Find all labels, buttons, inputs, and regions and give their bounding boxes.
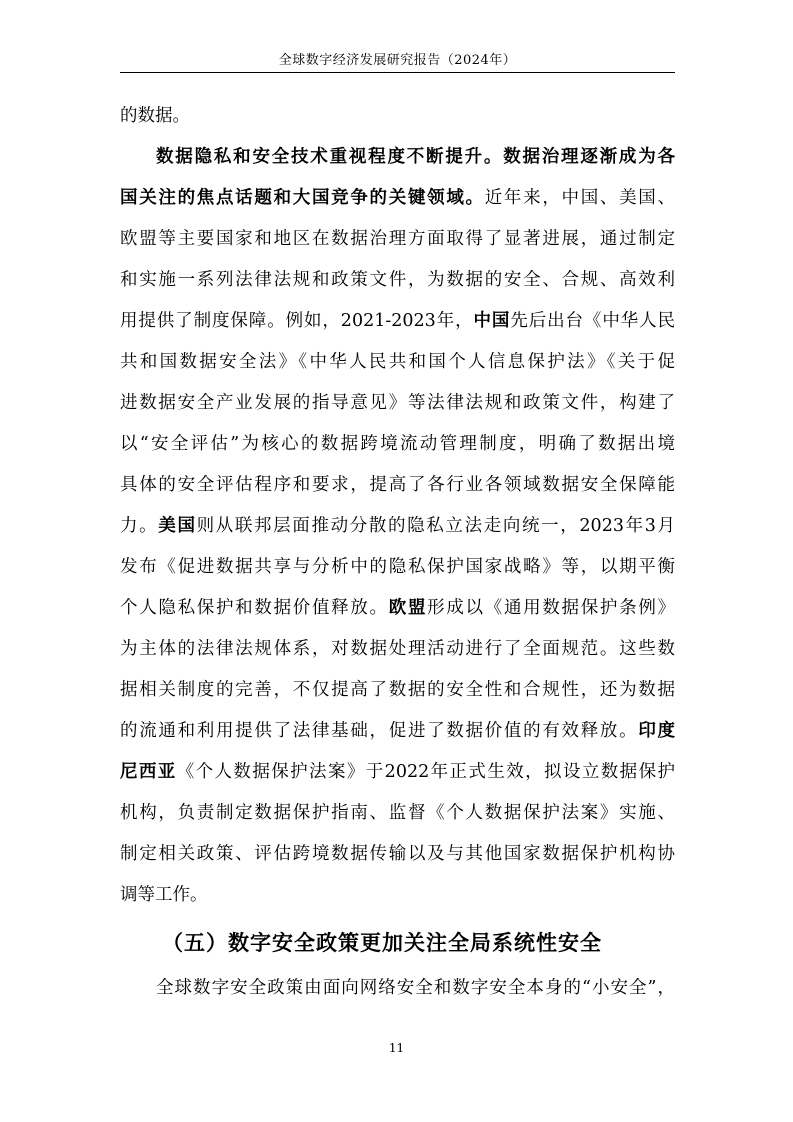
text-line: 据相关制度的完善，不仅提高了数据的安全性和合规性，还为数据 <box>120 680 675 700</box>
text-run: 形成以《通用数据保护条例》 <box>427 598 676 618</box>
header-rule <box>120 72 675 73</box>
text-line <box>120 137 675 178</box>
text-line <box>120 506 675 547</box>
text-line: 进数据安全产业发展的指导意见》等法律法规和政策文件，构建了 <box>120 393 675 413</box>
text-line: 共和国数据安全法》《中华人民共和国个人信息保护法》《关于促 <box>120 352 675 372</box>
bold-term-usa: 美国 <box>158 516 197 536</box>
text-line: 调等工作。 <box>120 885 208 905</box>
text-line: 机构，负责制定数据保护指南、监督《个人数据保护法案》实施、 <box>120 803 675 823</box>
text-line: 的数据。 <box>120 106 190 126</box>
text-line: 欧盟等主要国家和地区在数据治理方面取得了显著进展，通过制定 <box>120 229 675 249</box>
bold-lead-sentence: 数据隐私和安全技术重视程度不断提升。数据治理逐渐成为各 <box>156 147 675 167</box>
text-line: 以“安全评估”为核心的数据跨境流动管理制度，明确了数据出境 <box>120 434 675 454</box>
section-heading: （五）数字安全政策更加关注全局系统性安全 <box>162 930 602 955</box>
text-line <box>120 301 675 342</box>
text-run: 的流通和利用提供了法律基础，促进了数据价值的有效释放。 <box>120 721 639 741</box>
text-line <box>120 588 675 629</box>
text-line: 全球数字安全政策由面向网络安全和数字安全本身的“小安全”， <box>156 978 675 998</box>
bold-term-eu: 欧盟 <box>388 598 428 618</box>
running-header: 全球数字经济发展研究报告（2024年） <box>278 53 517 68</box>
bold-term-indonesia-cont: 尼西亚 <box>120 762 177 782</box>
bold-term-china: 中国 <box>473 311 511 331</box>
text-line <box>120 178 675 219</box>
text-run: 用提供了制度保障。例如，2021-2023年， <box>120 311 474 331</box>
text-line: 为主体的法律法规体系，对数据处理活动进行了全面规范。这些数 <box>120 639 675 659</box>
text-line <box>120 752 675 793</box>
text-line: 具体的安全评估程序和要求，提高了各行业各领域数据安全保障能 <box>120 475 675 495</box>
text-run: 力。 <box>120 516 159 536</box>
text-line: 和实施一系列法律法规和政策文件，为数据的安全、合规、高效利 <box>120 270 675 290</box>
text-line: 制定相关政策、评估跨境数据传输以及与其他国家数据保护机构协 <box>120 844 675 864</box>
bold-lead-sentence-cont: 国关注的焦点话题和大国竞争的关键领域。 <box>120 188 485 208</box>
text-run: 个人隐私保护和数据价值释放。 <box>120 598 389 618</box>
text-line: 发布《促进数据共享与分析中的隐私保护国家战略》等，以期平衡 <box>120 557 675 577</box>
page-number: 11 <box>388 1041 405 1055</box>
page-body <box>120 96 675 1009</box>
text-run: 《个人数据保护法案》于2022年正式生效，拟设立数据保护 <box>176 762 675 782</box>
text-run: 先后出台《中华人民 <box>510 311 676 331</box>
text-run: 则从联邦层面推动分散的隐私立法走向统一，2023年3月 <box>196 516 676 536</box>
text-run: 近年来，中国、美国、 <box>484 188 676 208</box>
text-line <box>120 711 675 752</box>
bold-term-indonesia: 印度 <box>638 721 676 741</box>
